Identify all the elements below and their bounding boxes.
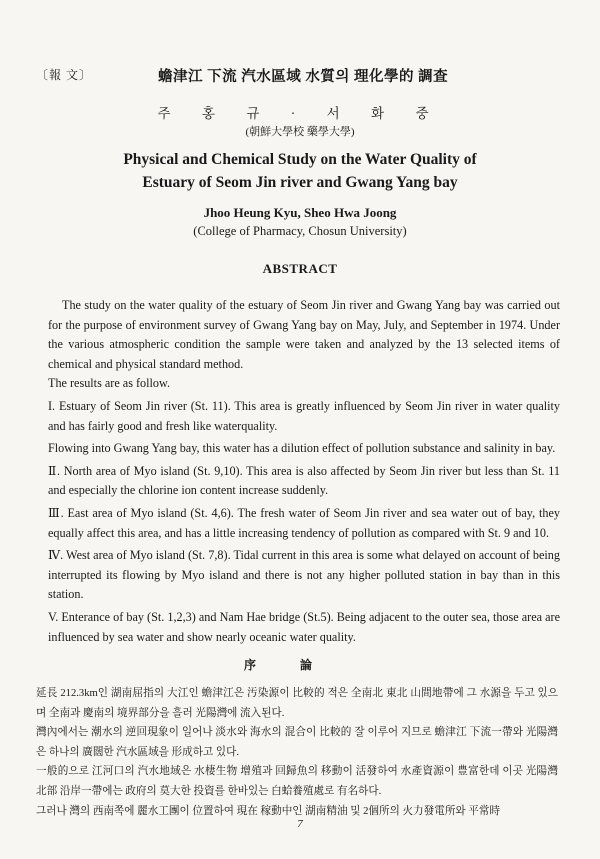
english-authors: Jhoo Heung Kyu, Sheo Hwa Joong xyxy=(203,205,397,220)
korean-title: 蟾津江 下流 汽水區域 水質의 理化學的 調査 xyxy=(158,69,449,85)
english-title xyxy=(0,148,600,194)
english-affiliation: (College of Pharmacy, Chosun University) xyxy=(193,224,407,238)
paper-header xyxy=(36,66,564,86)
abstract-heading: ABSTRACT xyxy=(262,261,338,276)
intro-paragraph-2: 灣內에서는 潮水의 逆回現象이 일어나 淡水와 海水의 混合이 比較的 잘 이루어 지므로 蟾津江 下流一帶와 光陽灣은 하나의 廣闊한 汽水區域을 形成하고 있다. xyxy=(36,727,558,758)
intro-paragraph-1: 延長 212.3km인 湖南屈指의 大江인 蟾津江은 汚染源이 比較的 적은 全南北 東北 山間地帶에 그 水源을 두고 있으며 全南과 慶南의 境界部分을 흘러 光陽灣에 流入된다. xyxy=(36,688,558,719)
intro-paragraph-3: 一般的으로 江河口의 汽水地域은 水棲生物 增殖과 回歸魚의 移動이 活發하여 水產資源이 豊富한데 이곳 光陽灣 北部 沿岸一帶에는 政府의 莫大한 投資를 한바있는 白蛤養殖處로 有名하다. xyxy=(36,766,558,797)
abstract-body xyxy=(48,296,560,647)
abstract-follow: The results are as follow. xyxy=(48,376,171,391)
korean-authors: 주 홍 규 · 서 화 중 xyxy=(157,106,443,121)
article-type-tag: 〔報 文〕 xyxy=(36,68,93,82)
page-number: 7 xyxy=(297,818,303,830)
english-title-line-2: Estuary of Seom Jin river and Gwang Yang bay xyxy=(142,174,458,191)
intro-paragraph-4: 그러나 灣의 西南쪽에 麗水工團이 位置하여 現在 稼動中인 湖南精油 및 2個所의 火力發電所와 平常時 xyxy=(36,805,501,817)
abstract-result-1b: Flowing into Gwang Yang bay, this water has a dilution effect of pollution substance and salinity in bay. xyxy=(48,441,556,456)
abstract-result-5: V. Enterance of bay (St. 1,2,3) and Nam Hae bridge (St.5). Being adjacent to the outer sea, those area are influenced by sea water and show nearly oceanic water quality. xyxy=(48,609,560,644)
abstract-result-1: I. Estuary of Seom Jin river (St. 11). This area is greatly influenced by Seom Jin river in water quality and has fairly good and fresh like waterquality. xyxy=(48,398,560,433)
english-title-line-1: Physical and Chemical Study on the Water Quality of xyxy=(123,151,477,168)
intro-section-heading: 序論 xyxy=(243,658,356,672)
abstract-result-2: Ⅱ. North area of Myo island (St. 9,10). This area is also affected by Seom Jin river but less than St. 11 and especially the chlorine ion content increase suddenly. xyxy=(48,463,560,498)
abstract-result-4: Ⅳ. West area of Myo island (St. 7,8). Tidal current in this area is some what delayed on account of being interrupted its flowing by Myo island and there is not any higher polluted station in bay than in this station. xyxy=(48,548,560,602)
korean-affiliation: (朝鮮大學校 藥學大學) xyxy=(245,126,355,138)
abstract-intro: The study on the water quality of the estuary of Seom Jin river and Gwang Yang bay was carried out for the purpose of environment survey of Gwang Yang bay on May, July, and September in 1974. Under the various atmospheric condition the sample were taken and analyzed by the 13 selected items of chemical and physical standard method. xyxy=(48,298,560,371)
intro-section-body xyxy=(36,684,558,821)
abstract-result-3: Ⅲ. East area of Myo island (St. 4,6). The fresh water of Seom Jin river and sea water out of bay, they equally affect this area, and has a little increasing tendency of pollution as compared with St. 9 and 10. xyxy=(48,505,560,540)
